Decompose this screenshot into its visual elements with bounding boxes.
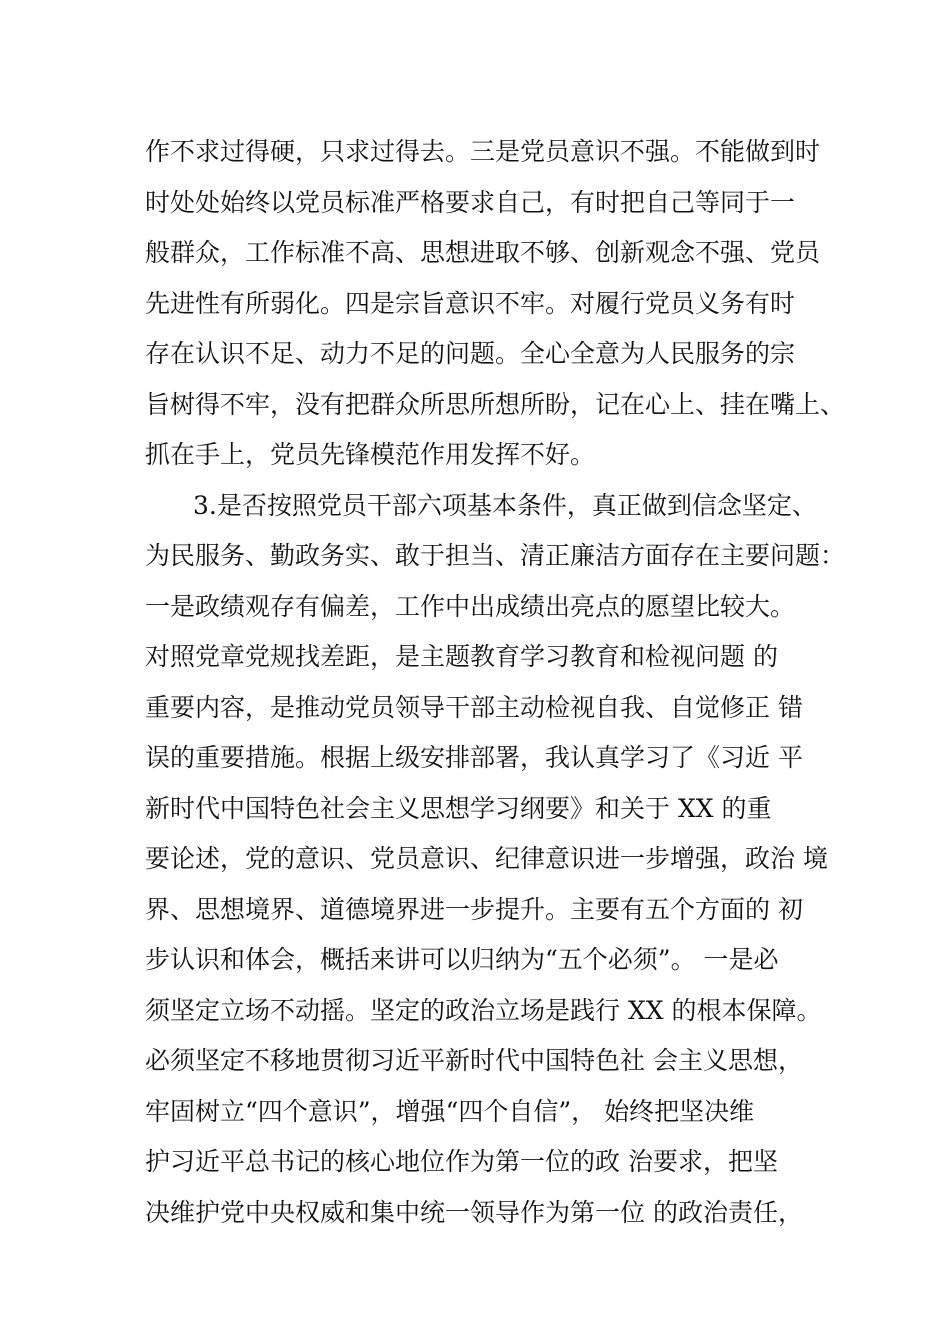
text-line-10: 一是政绩观存有偏差，工作中出成绩出亮点的愿望比较大。: [145, 591, 796, 621]
text-line-22: 决维护党中央权威和集中统一领导作为第一位 的政治责任，: [145, 1197, 803, 1227]
text-line-15: 要论述，党的意识、党员意识、纪律意识进一步增强，政治 境: [145, 844, 828, 873]
text-line-16: 界、思想境界、道德境界进一步提升。主要有五个方面的 初: [145, 894, 803, 924]
text-line-6: 旨树得不牢，没有把群众所思所想所盼，记在心上、挂在嘴上、: [145, 389, 845, 419]
text-line-4: 先进性有所弱化。四是宗旨意识不牢。对履行党员义务有时: [145, 288, 796, 318]
text-line-14: 新时代中国特色社会主义思想学习纲要》和关于 XX 的重: [145, 793, 772, 823]
text-line-21: 护习近平总书记的核心地位作为第一位的政 治要求，把坚: [145, 1147, 778, 1176]
text-line-18: 须坚定立场不动摇。坚定的政治立场是践行 XX 的根本保障。: [145, 995, 822, 1025]
text-line-7: 抓在手上，党员先锋模范作用发挥不好。: [145, 440, 596, 469]
text-line-11: 对照党章党规找差距，是主题教育学习教育和检视问题 的: [145, 642, 778, 671]
text-line-3: 般群众，工作标准不高、思想进取不够、创新观念不强、党员: [145, 238, 821, 267]
text-line-19: 必须坚定不移地贯彻习近平新时代中国特色社 会主义思想，: [145, 1046, 803, 1075]
text-line-20: 牢固树立“四个意识”，增强“四个自信”， 始终把坚决维: [145, 1096, 755, 1126]
document-body: [145, 127, 845, 1238]
text-line-9: 为民服务、勤政务实、敢于担当、清正廉洁方面存在主要问题：: [145, 541, 845, 570]
text-line-8: 3.是否按照党员干部六项基本条件，真正做到信念坚定、: [193, 490, 817, 520]
text-line-2: 时处处始终以党员标准严格要求自己，有时把自己等同于一: [145, 187, 796, 217]
text-line-17: 步认识和体会，概括来讲可以归纳为“五个必须”。 一是必: [145, 945, 779, 974]
text-line-13: 误的重要措施。根据上级安排部署，我认真学习了《习近 平: [145, 743, 803, 772]
text-line-5: 存在认识不足、动力不足的问题。全心全意为人民服务的宗: [145, 339, 796, 368]
text-line-1: 作不求过得硬，只求过得去。三是党员意识不强。不能做到时: [145, 137, 821, 166]
text-line-12: 重要内容，是推动党员领导干部主动检视自我、自觉修正 错: [145, 692, 803, 722]
